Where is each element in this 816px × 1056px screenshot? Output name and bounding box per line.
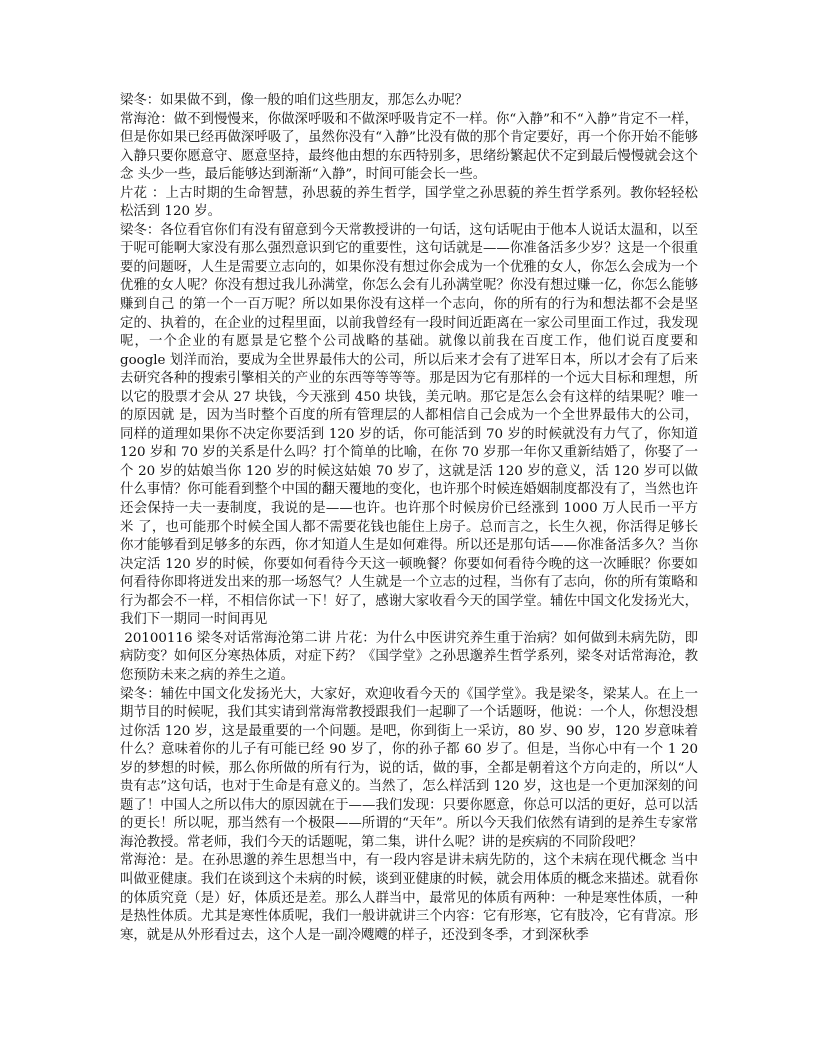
paragraph: 梁冬：各位看官你们有没有留意到今天常教授讲的一句话，这句话呢由于他本人说话太温和，以至于呢可能啊大家没有那么强烈意识到它的重要性，这句话就是——你准备活多少岁？这是一个很重要的问题呀，人生是需要立志向的，如果你没有想过你会成为一个优雅的女人，你怎么会成为一个优雅的女人呢？你没有想过我儿孙满堂，你怎么会有儿孙满堂呢？你没有想过赚一亿，你怎么能够赚到自己 的第一个一百万呢？所以如果你没有这样一个志向，你的所有的行为和想法都不会是坚定的、执着的，在企业的过程里面，以前我曾经有一段时间近距离在一家公司里面工作过，我发现呢，一个企业的有愿景是它整个公司战略的基础。就像以前我在百度工作，他们说百度要和 google 划洋而治，要成为全世界最伟大的公司，所以后来才会有了进军日本，所以才会有了后来去研究各种的搜索引擎相关的产业的东西等等等等。那是因为它有那样的一个远大目标和理想，所以它的股票才会从 27 块钱，今天涨到 450 块钱，美元呐。那它是怎么会有这样的结果呢？唯一的原因就 是，因为当时整个百度的所有管理层的人都相信自己会成为一个全世界最伟大的公司，同样的道理如果你不决定你要活到 120 岁的话，你可能活到 70 岁的时候就没有力气了，你知道 120 岁和 70 岁的关系是什么吗？打个简单的比喻，在你 70 岁那一年你又重新结婚了，你娶了一个 20 岁的姑娘当你 120 岁的时候这姑娘 70 岁了，这就是活 120 岁的意义，活 120 岁可以做什么事情？你可能看到整个中国的翻天覆地的变化，也许那个时候连婚姻制度都没有了，当然也许还会保持一夫一妻制度，我说的是——也许。也许那个时候房价已经涨到 1000 万人民币一平方米 了，也可能那个时候全国人都不需要花钱也能住上房子。总而言之，长生久视，你活得足够长你才能够看到足够多的东西，你才知道人生是如何难得。所以还是那句话——你准备活多久？当你决定活 120 岁的时候，你要如何看待今天这一顿晚餐？你要如何看待今晚的这一次睡眠？你要如何看待你即将迸发出来的那一场怒气？人生就是一个立志的过程，当你有了志向，你的所有策略和行为都会不一样，不相信你试一下！好了，感谢大家收看今天的国学堂。辅佐中国文化发扬光大，我们下一期同一时间再见: [120, 222, 703, 628]
paragraph: 常海沧：是。在孙思邈的养生思想当中，有一段内容是讲未病先防的，这个未病在现代概念 当中叫做亚健康。我们在谈到这个未病的时候，谈到亚健康的时候，就会用体质的概念来描述。就看你的体质究竟（是）好，体质还是差。那么人群当中，最常见的体质有两种：一种是寒性体质，一种是热性体质。尤其是寒性体质呢，我们一般讲就讲三个内容：它有形寒，它有肢冷，它有背凉。形寒，就是从外形看过去，这个人是一副冷飕飕的样子，还没到冬季，才到深秋季: [120, 853, 698, 943]
paragraph: 梁冬：如果做不到，像一般的咱们这些朋友，那怎么办呢？: [120, 93, 469, 108]
paragraph: 片花 ：上古时期的生命智慧，孙思藐的养生哲学，国学堂之孙思藐的养生哲学系列。教你轻轻松松活到 120 岁。: [120, 185, 698, 220]
paragraph: 梁冬：辅佐中国文化发扬光大，大家好，欢迎收看今天的《国学堂》。我是梁冬，梁某人。在上一期节目的时候呢，我们其实请到常海常教授跟我们一起聊了一个话题呀，他说：一个人，你想没想过你活 120 岁，这是最重要的一个问题。是吧，你到街上一采访，80 岁、90 岁，120 岁意味着什么？意味着你的儿子有可能已经 90 岁了，你的孙子都 60 岁了。但是，当你心中有一个 1 20 岁的梦想的时候，那么你所做的所有行为，说的话，做的事，全都是朝着这个方向走的，所以“人贵有志”这句话，也对于生命是有意义的。当然了，怎么样活到 120 岁，这也是一个更加深刻的问题了！中国人之所以伟大的原因就在于——我们发现：只要你愿意，你总可以活的更好，总可以活的更长！所以呢，那当然有一个极限——所谓的“天年”。所以今天我们依然有请到的是养生专家常海沧教授。常老师，我们今天的话题呢，第二集，讲什么呢？讲的是疾病的不同阶段吧？: [120, 686, 703, 850]
document-page: [120, 92, 703, 945]
paragraph: 20100116 梁冬对话常海沧第二讲 片花：为什么中医讲究养生重于治病？如何做到未病先防，即病防变？如何区分寒热体质，对症下药？《国学堂》之孙思邈养生哲学系列，梁冬对话常海沧，教您预防未来之病的养生之道。: [120, 630, 699, 683]
paragraph: 常海沧：做不到慢慢来，你做深呼吸和不做深呼吸肯定不一样。你“入静”和不“入静”肯定不一样，但是你如果已经再做深呼吸了，虽然你没有“入静”比没有做的那个肯定要好，再一个你开始不能够入静只要你愿意守、愿意坚持，最终他由想的东西特别多，思绪纷繁起伏不定到最后慢慢就会这个念 头少一些，最后能够达到渐渐“入静”，时间可能会长一些。: [120, 111, 698, 183]
